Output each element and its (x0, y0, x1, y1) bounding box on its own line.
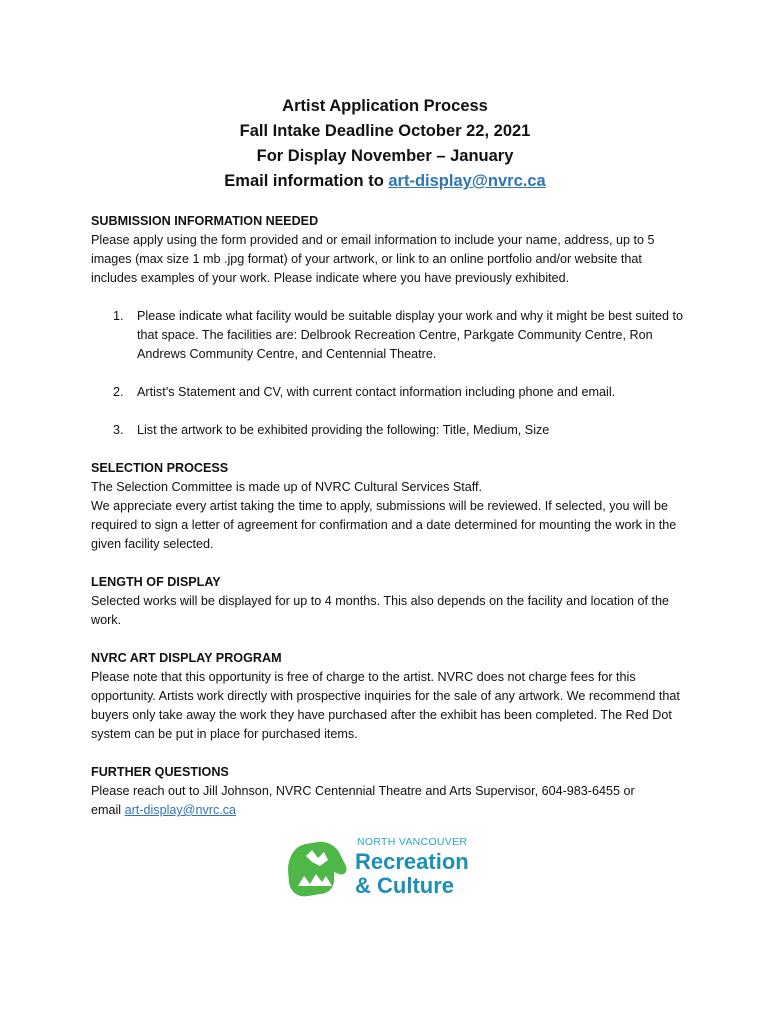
document-body (91, 212, 691, 820)
logo-line1: Recreation (355, 849, 469, 874)
questions-section (91, 763, 691, 820)
submission-section (91, 212, 691, 440)
length-text: Selected works will be displayed for up to 4 months. This also depends on the facility and location of the work. (91, 594, 670, 627)
program-heading: NVRC ART DISPLAY PROGRAM (91, 651, 282, 665)
list-number: 2. (113, 385, 124, 399)
email-line (0, 169, 770, 194)
logo-small-text: NORTH VANCOUVER (357, 836, 468, 848)
display-period-line: For Display November – January (256, 147, 514, 165)
nvrc-logo (284, 836, 494, 902)
hand-logo-icon (284, 836, 354, 902)
list-item (91, 383, 691, 402)
questions-heading: FURTHER QUESTIONS (91, 765, 229, 779)
title-block (0, 94, 770, 194)
list-item (91, 307, 691, 364)
list-number: 3. (113, 423, 124, 437)
title-heading: Artist Application Process (282, 97, 488, 115)
submission-intro: Please apply using the form provided and or email information to include your name, address, up to 5 images (max size 1 mb .jpg format) of your artwork, or link to an online portfolio and/or website that includes examples of your work. Please indicate where you have previously exhibited. (91, 233, 655, 285)
selection-line2: We appreciate every artist taking the time to apply, submissions will be reviewed. If selected, you will be required to sign a letter of agreement for confirmation and a date determined for mounting the work in the given facility selected. (91, 499, 677, 551)
submission-heading: SUBMISSION INFORMATION NEEDED (91, 214, 319, 228)
email-line-prefix: Email information to (224, 172, 389, 190)
submission-list (91, 307, 691, 440)
program-section (91, 649, 691, 744)
list-item (91, 421, 691, 440)
deadline-line: Fall Intake Deadline October 22, 2021 (239, 122, 531, 140)
selection-section (91, 459, 691, 554)
length-section (91, 573, 691, 630)
title-email-link[interactable]: art-display@nvrc.ca (388, 172, 546, 190)
length-heading: LENGTH OF DISPLAY (91, 575, 221, 589)
list-number: 1. (113, 309, 124, 323)
selection-heading: SELECTION PROCESS (91, 461, 229, 475)
questions-email-link[interactable]: art-display@nvrc.ca (124, 803, 237, 817)
logo-line2: & Culture (355, 873, 454, 898)
list-text: List the artwork to be exhibited providing the following: Title, Medium, Size (137, 423, 550, 437)
list-text: Please indicate what facility would be suitable display your work and why it might be best suited to that space. The facilities are: Delbrook Recreation Centre, Parkgate Community Centre, Ron Andrews Community Centre, and Centennial Theatre. (137, 309, 684, 361)
program-text: Please note that this opportunity is free of charge to the artist. NVRC does not charge fees for this opportunity. Artists work directly with prospective inquiries for the sale of any artwork. We recommend that buyers only take away the work they have purchased after the exhibit has been completed. The Red Dot system can be put in place for purchased items. (91, 670, 680, 741)
list-text: Artist’s Statement and CV, with current contact information including phone and email. (137, 385, 616, 399)
selection-line1: The Selection Committee is made up of NVRC Cultural Services Staff. (91, 480, 483, 494)
questions-email-line (91, 801, 691, 820)
questions-text: Please reach out to Jill Johnson, NVRC Centennial Theatre and Arts Supervisor, 604-983-6455 or (91, 784, 635, 798)
questions-email-prefix: email (91, 803, 125, 817)
